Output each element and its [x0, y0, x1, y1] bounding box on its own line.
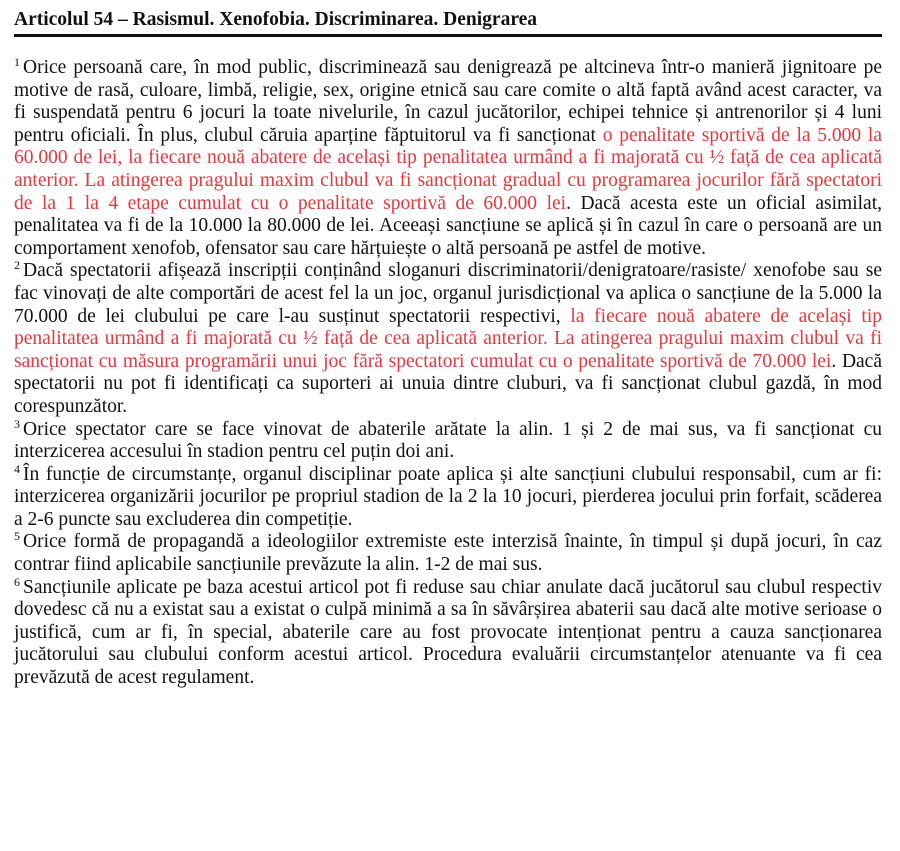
- paragraph-5: [14, 531, 882, 576]
- paragraph-text: Dacă spectatorii afișează inscripții conținând sloganuri discriminatorii/denigratoare/rasiste/ xenofobe sau se fac vinovați de alte comportări de acest fel la un joc, organul jurisdicțional va aplica o sancțiune de la 5.000 la 70.000 de lei clubului pe care l-au susținut spectatorii respectivi,: [14, 260, 882, 327]
- paragraph-text: Sancțiunile aplicate pe baza acestui articol pot fi reduse sau chiar anulate dacă jucătorul sau clubul respectiv dovedesc că nu a existat sau a existat o culpă minimă a sa în săvârșirea abaterii sau dacă alte motive serioase o justifică, cum ar fi, în special, abaterile care au fost provocate intenționat pentru a cauza sancționarea jucătorului sau clubului conform acestui articol. Procedura evaluării circumstanțelor atenuante va fi cea prevăzută de acest regulament.: [14, 576, 882, 689]
- paragraph-text: . Dacă spectatorii nu pot fi identificați ca suporteri ai unuia dintre cluburi, va fi sancționat clubul gazdă, în mod corespunzător.: [14, 350, 882, 417]
- paragraph-text: Orice persoană care, în mod public, discriminează sau denigrează pe altcineva într-o manieră jignitoare pe motive de rasă, culoare, limbă, religie, sex, origine etnică sau care comite o altă faptă având acest caracter, va fi suspendată pentru 6 jocuri la toate nivelurile, în cazul jucătorilor, echipei tehnice și antrenorilor și 4 luni pentru oficiali. În plus, clubul căruia aparține făptuitorul va fi sancționat: [14, 57, 882, 146]
- paragraph-1: [14, 57, 882, 260]
- highlighted-text: la fiecare nouă abatere de același tip penalitatea urmând a fi majorată cu ½ față de cea aplicată anterior. La atingerea pragului maxim clubul va fi sancționat cu măsura programării unui joc fără spectatori cumulat cu o penalitate sportivă de 70.000 lei: [14, 305, 883, 372]
- paragraph-number: 6: [14, 574, 20, 589]
- paragraph-6: [14, 574, 882, 690]
- paragraph-number: 4: [14, 461, 20, 476]
- highlighted-text: o penalitate sportivă de la 5.000 la 60.000 de lei, la fiecare nouă abatere de același tip penalitatea urmând a fi majorată cu ½ față de cea aplicată anterior. La atingerea pragului maxim clubul va fi sancționat gradual cu programarea jocurilor fără spectatori de la 1 la 4 etape cumulat cu o penalitate sportivă de 60.000 lei: [14, 124, 882, 214]
- paragraph-text: Orice spectator care se face vinovat de abaterile arătate la alin. 1 și 2 de mai sus, va fi sancționat cu interzicerea accesului în stadion pentru cel puțin doi ani.: [14, 418, 882, 463]
- paragraph-text: Orice formă de propagandă a ideologiilor extremiste este interzisă înainte, în timpul și după jocuri, în caz contrar fiind aplicabile sancțiunile prevăzute la alin. 1-2 de mai sus.: [14, 531, 882, 576]
- paragraph-number: 5: [14, 529, 20, 544]
- article-title: Articolul 54 – Rasismul. Xenofobia. Discriminarea. Denigrarea: [14, 8, 882, 37]
- paragraph-3: [14, 416, 882, 464]
- paragraph-2: [14, 260, 882, 418]
- paragraph-text: . Dacă acesta este un oficial asimilat, penalitatea va fi de la 10.000 la 80.000 de lei. Aceeași sancțiune se aplică și în cazul în care o persoană are un comportament xenofob, ofensator sau care hărțuiește o altă persoană pe astfel de motive.: [14, 192, 882, 259]
- paragraph-number: 1: [14, 55, 20, 69]
- paragraph-number: 2: [14, 258, 20, 273]
- paragraph-4: [14, 461, 882, 532]
- paragraph-text: În funcție de circumstanțe, organul disciplinar poate aplica și alte sancțiuni clubului responsabil, cum ar fi: interzicerea organizării jocurilor pe propriul stadion de la 2 la 10 jocuri, pierderea jocului prin forfait, scăderea a 2-6 puncte sau excluderea din competiție.: [14, 463, 882, 530]
- paragraph-number: 3: [14, 416, 20, 431]
